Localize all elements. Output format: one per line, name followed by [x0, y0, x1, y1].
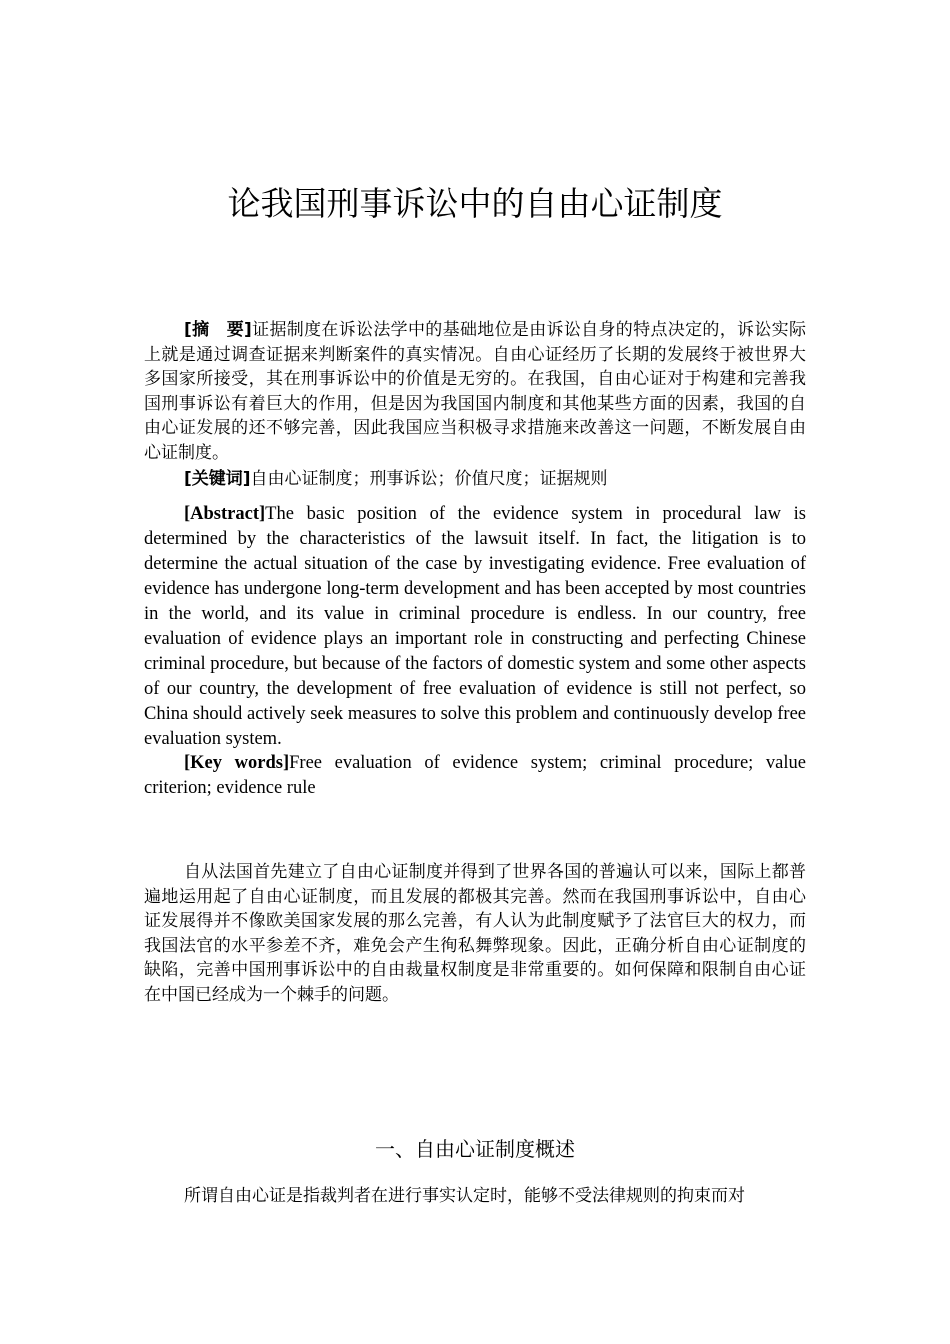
section-heading: 一、自由心证制度概述: [375, 1137, 575, 1161]
keywords-en-label: [Key words]: [184, 753, 290, 773]
keywords-en-text: Free evaluation of evidence system; criminal procedure; value criterion; evidence rule: [144, 753, 806, 798]
keywords-cn: [144, 467, 806, 492]
abstract-en-label: [Abstract]: [184, 504, 266, 524]
section-first-line: 所谓自由心证是指裁判者在进行事实认定时，能够不受法律规则的拘束而对: [184, 1186, 745, 1206]
abstract-cn-text: 证据制度在诉讼法学中的基础地位是由诉讼自身的特点决定的，诉讼实际上就是通过调查证据来判断案件的真实情况。自由心证经历了长期的发展终于被世界大多国家所接受，其在刑事诉讼中的价值是无穷的。在我国，自由心证对于构建和完善我国刑事诉讼有着巨大的作用，但是因为我国国内制度和其他某些方面的因素，我国的自由心证发展的还不够完善，因此我国应当积极寻求措施来改善这一问题，不断发展自由心证制度。: [144, 320, 806, 463]
keywords-cn-text: 自由心证制度；刑事诉讼；价值尺度；证据规则: [250, 469, 608, 489]
abstract-cn-label: [摘 要]: [184, 320, 252, 340]
keywords-en: [144, 751, 806, 801]
abstract-en: [144, 502, 806, 752]
abstract-en-text: The basic position of the evidence system in procedural law is determined by the characteristics of the lawsuit itself. In fact, the litigation is to determine the actual situation of the case by investigating evidence. Free evaluation of evidence has undergone long-term development and has been accepted by most countries in the world, and its value in criminal procedure is endless. In our country, free evaluation of evidence plays an important role in constructing and perfecting Chinese criminal procedure, but because of the factors of domestic system and some other aspects of our country, the development of free evaluation of evidence is still not perfect, so China should actively seek measures to solve this problem and continuously develop free evaluation system.: [144, 504, 806, 749]
intro-paragraph: 自从法国首先建立了自由心证制度并得到了世界各国的普遍认可以来，国际上都普遍地运用起了自由心证制度，而且发展的都极其完善。然而在我国刑事诉讼中，自由心证发展得并不像欧美国家发展的那么完善，有人认为此制度赋予了法官巨大的权力，而我国法官的水平参差不齐，难免会产生徇私舞弊现象。因此，正确分析自由心证制度的缺陷，完善中国刑事诉讼中的自由裁量权制度是非常重要的。如何保障和限制自由心证在中国已经成为一个棘手的问题。: [144, 862, 806, 1005]
keywords-cn-label: [关键词]: [184, 469, 251, 489]
abstract-cn: [144, 318, 806, 466]
document-title: 论我国刑事诉讼中的自由心证制度: [227, 184, 723, 223]
